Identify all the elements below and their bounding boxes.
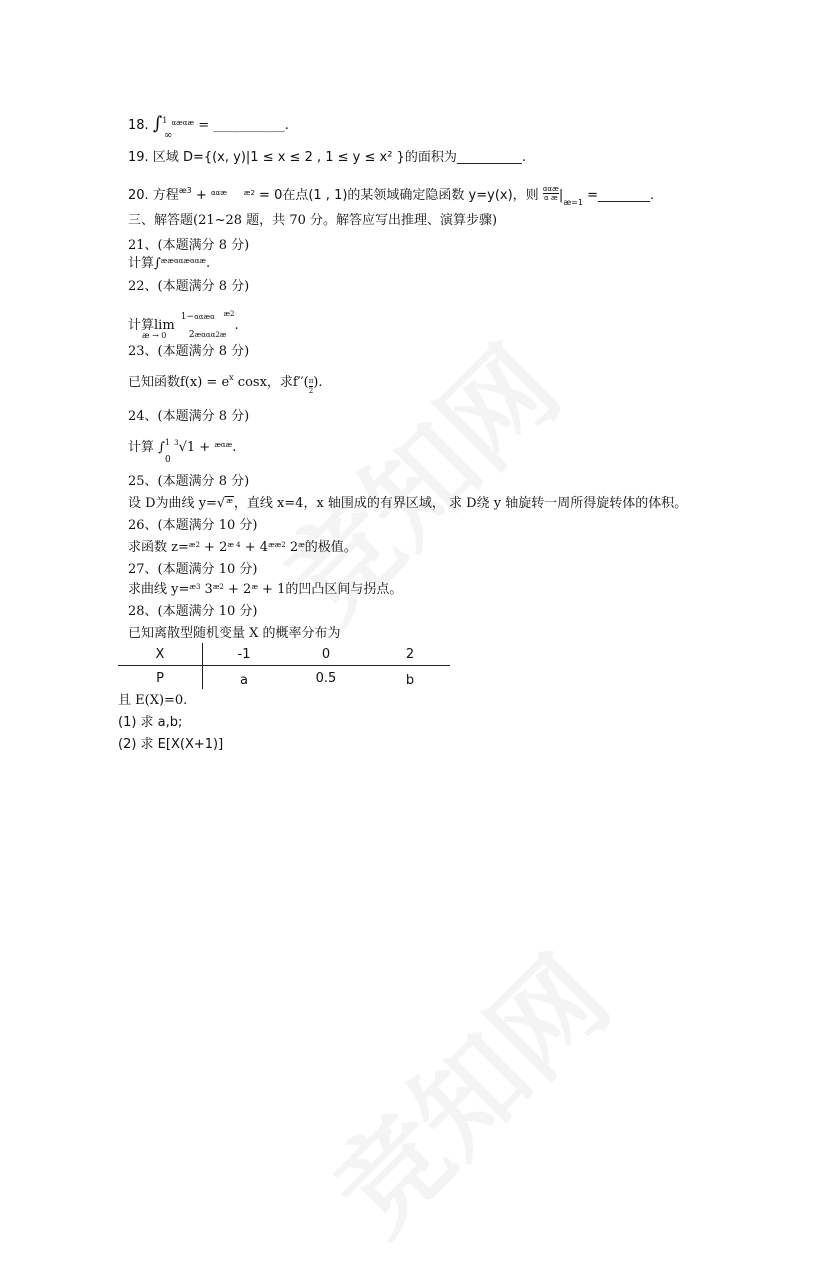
question-22-title: 22、(本题满分 8 分)	[128, 279, 250, 294]
table-header-cell: X	[155, 647, 165, 662]
integral-lower-limit: 0	[165, 455, 171, 465]
question-28-part-1: (1) 求 a,b;	[118, 715, 183, 730]
question-28-part-2: (2) 求 E[X(X+1)]	[118, 737, 224, 752]
table-cell: P	[156, 671, 164, 686]
table-cell: b	[405, 673, 415, 688]
question-26: 求函数 $z=^{æ2} + 2^{æ 4} + 4^{ææ2}$ $2^æ$的极值。	[128, 540, 357, 555]
question-27-title: 27、(本题满分 10 分)	[128, 562, 258, 577]
question-28-condition: 且 E(X)=0.	[118, 693, 188, 708]
watermark	[292, 916, 637, 1261]
question-21-title: 21、(本题满分 8 分)	[128, 238, 250, 253]
question-26-title: 26、(本题满分 10 分)	[128, 518, 258, 533]
table-header-cell: 0	[321, 647, 331, 662]
question-24-title: 24、(本题满分 8 分)	[128, 409, 250, 424]
section-3-heading: 三、解答题(21~28 题，共 70 分。解答应写出推理、演算步骤)	[128, 213, 498, 228]
table-cell: a	[240, 673, 248, 688]
table-divider	[118, 665, 450, 666]
question-20: 20. 方程$^{æ3}$ + $^{\alpha\alpha æ}$ $^{æ2}$ = 0在点(1 , 1)的某领域确定隐函数 y=y(x)，则 ααæ α æ $|_{æ=1}$ =________.	[128, 185, 655, 207]
table-cell: 0.5	[315, 671, 337, 686]
question-22: 计算lim 1−ααæα $^{æ2}$ 2æααα2æ .	[128, 310, 239, 340]
question-27: 求曲线 y=$^{æ3}$ $3^{æ2} + 2^æ + 1$的凹凸区间与拐点。	[128, 582, 403, 597]
table-divider	[202, 643, 203, 689]
watermark	[242, 306, 587, 651]
question-28-title: 28、(本题满分 10 分)	[128, 604, 258, 619]
question-23-title: 23、(本题满分 8 分)	[128, 344, 250, 359]
question-23: 已知函数$f(x) = e^x$ cosx，求f′′( $\frac{\pi}{2}$ ).	[128, 373, 323, 395]
table-header-cell: 2	[405, 647, 415, 662]
integral-lower-limit: ∞	[164, 130, 173, 141]
question-19: 19. 区域 D={(x, y)|1 ≤ x ≤ 2 , 1 ≤ y ≤ x² }的面积为__________.	[128, 150, 526, 165]
question-18: 18. ∫$^1$ $^{\alpha æ\alpha æ}$ = ___________.	[128, 113, 289, 134]
probability-table	[118, 643, 450, 693]
question-28-intro: 已知离散型随机变量 X 的概率分布为	[128, 626, 341, 641]
question-24: 计算 ∫$^1$ $^3$√1 + $^{æ\alpha æ}$.	[128, 438, 237, 455]
table-header-cell: -1	[237, 647, 251, 662]
question-25-title: 25、(本题满分 8 分)	[128, 474, 250, 489]
limit-subscript: æ → 0	[142, 331, 167, 340]
question-21: 计算∫$^{ææ\alpha\alpha æ\alpha\alpha æ}$.	[128, 256, 211, 271]
question-25: 设 D为曲线 y=√$^æ$，直线 x=4，x 轴围成的有界区域， 求 D绕 y 轴旋转一周所得旋转体的体积。	[128, 496, 688, 511]
